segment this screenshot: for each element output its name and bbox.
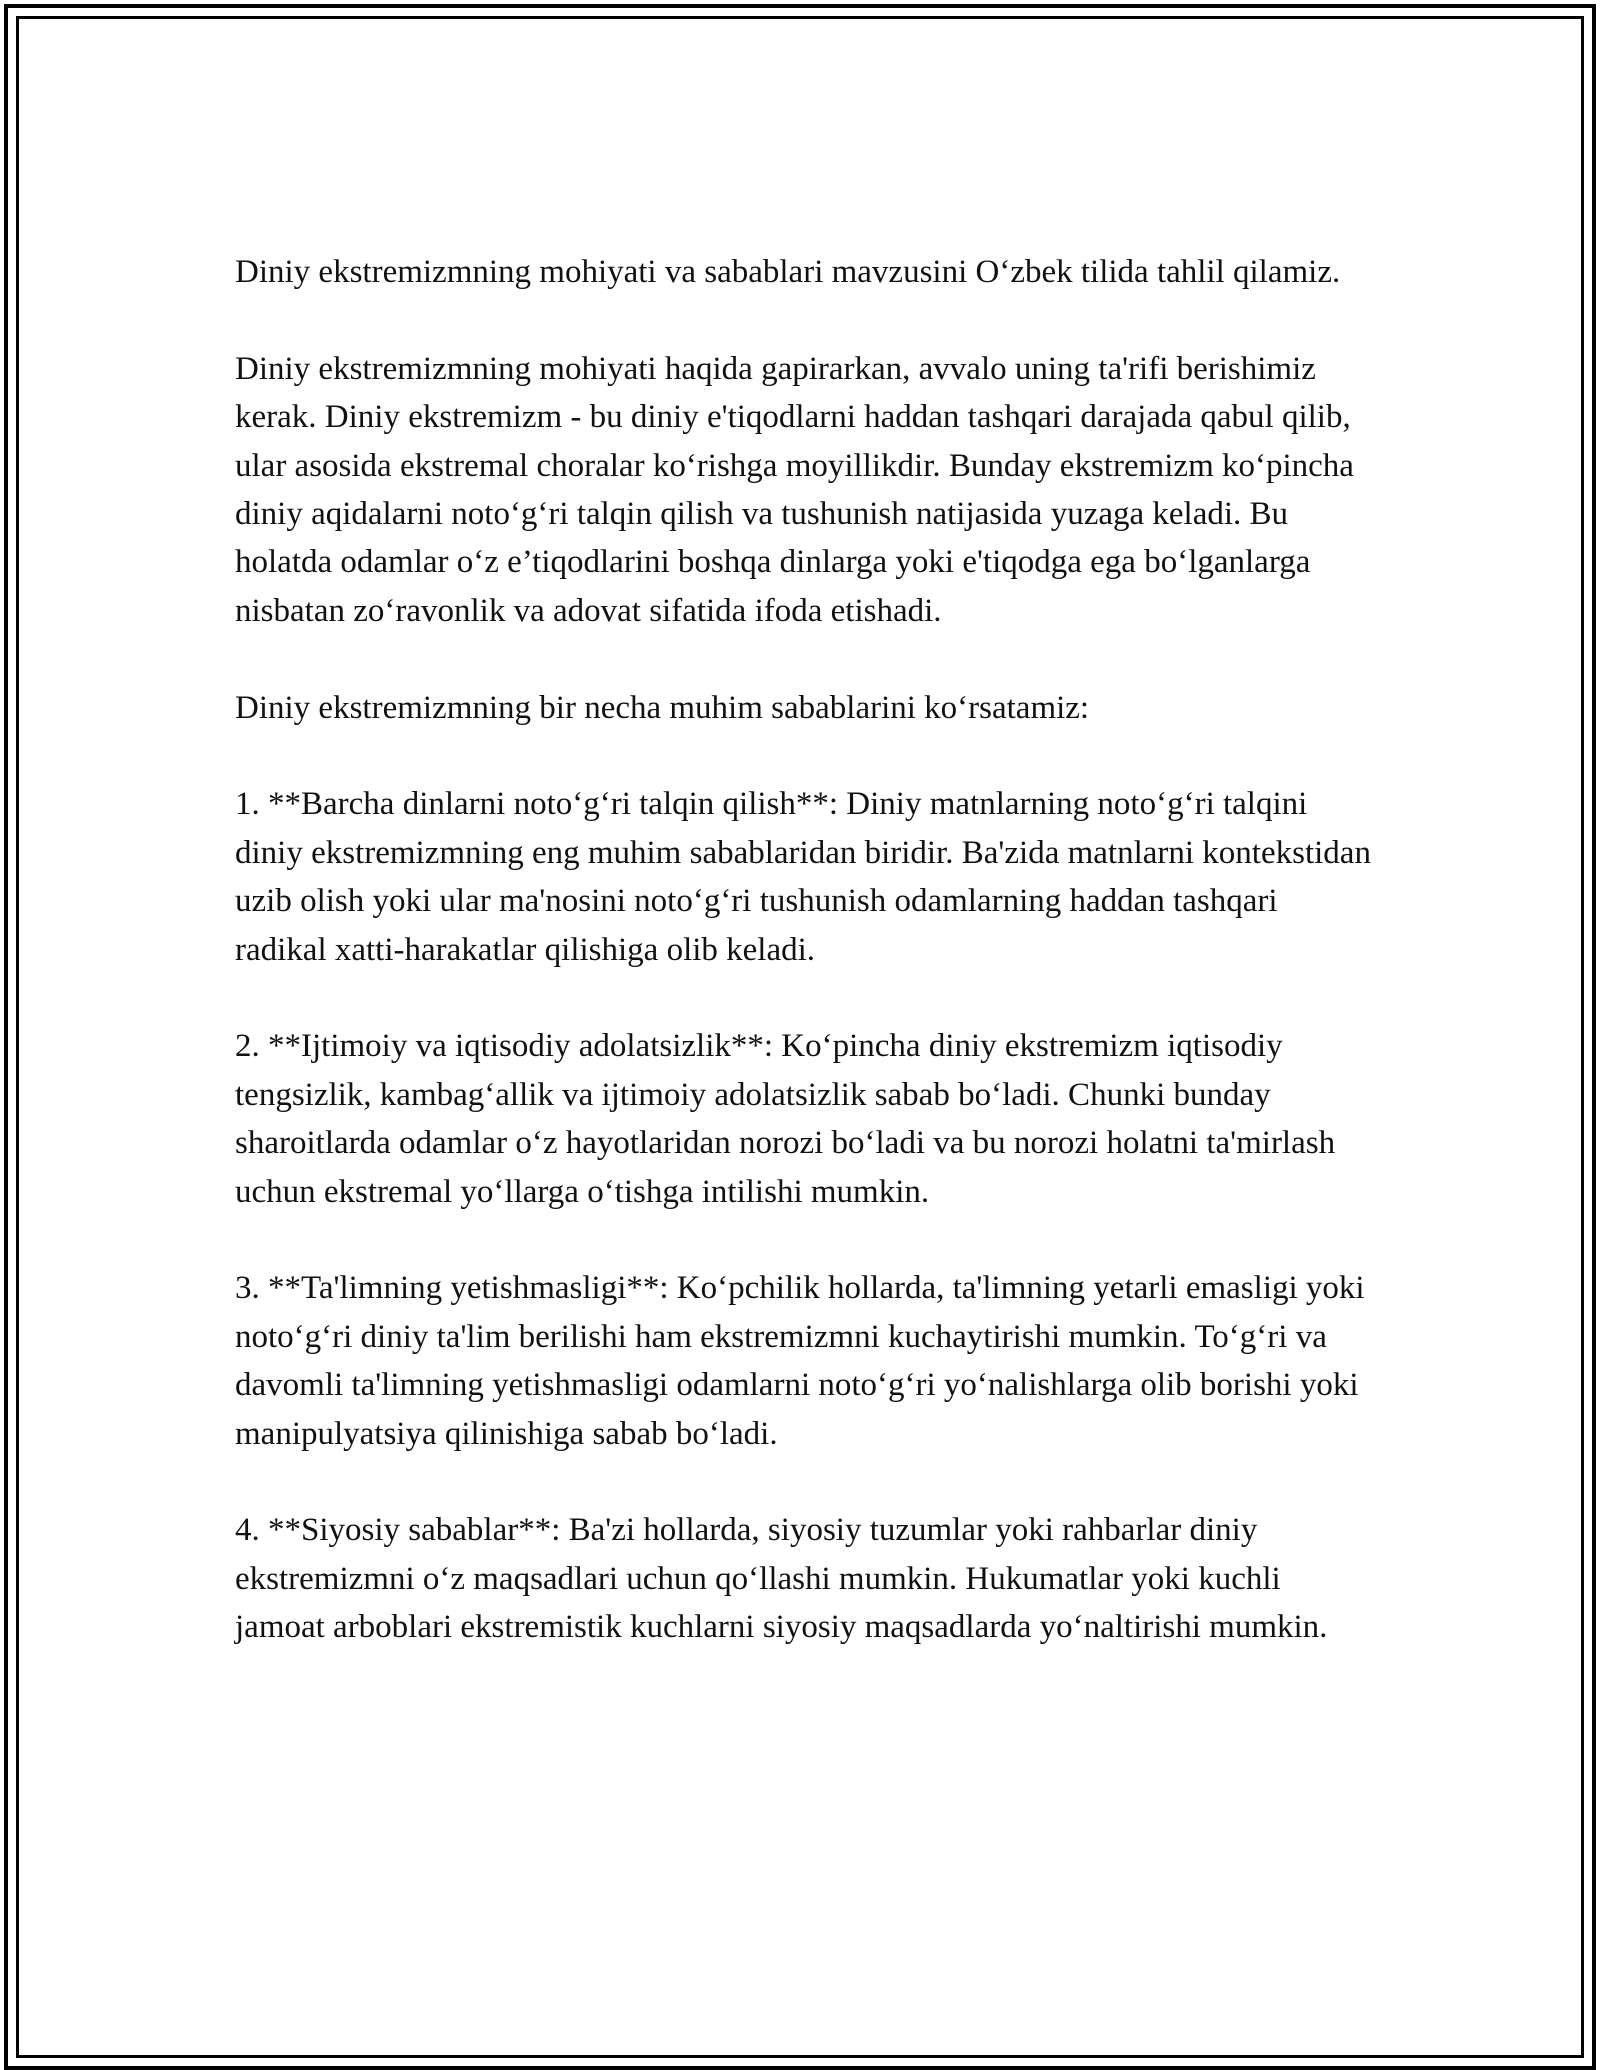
cause-item-3: 3. **Ta'limning yetishmasligi**: Ko‘pchilik hollarda, ta'limning yetarli emasligi yoki noto‘g‘ri diniy ta'lim berilishi ham ekstremizmni kuchaytirishi mumkin. To‘g‘ri va davomli ta'limning yetishmasligi odamlarni noto‘g‘ri yo‘nalishlarga olib borishi yoki manipulyatsiya qilinishiga sabab bo‘ladi. [235,1270,1365,1452]
causes-lead-paragraph: Diniy ekstremizmning bir necha muhim sabablarini ko‘rsatamiz: [235,689,1090,726]
cause-item-1: 1. **Barcha dinlarni noto‘g‘ri talqin qilish**: Diniy matnlarning noto‘g‘ri talqini diniy ekstremizmning eng muhim sabablaridan biridir. Ba'zida matnlarni kontekstidan uzib olish yoki ular ma'nosini noto‘g‘ri tushunish odamlarning haddan tashqari radikal xatti-harakatlar qilishiga olib keladi. [235,786,1371,968]
intro-paragraph: Diniy ekstremizmning mohiyati va sabablari mavzusini O‘zbek tilida tahlil qilamiz. [235,254,1341,290]
document-body [235,248,1375,1652]
cause-item-2: 2. **Ijtimoiy va iqtisodiy adolatsizlik**: Ko‘pincha diniy ekstremizm iqtisodiy tengsizlik, kambag‘allik va ijtimoiy adolatsizlik sabab bo‘ladi. Chunki bunday sharoitlarda odamlar o‘z hayotlaridan norozi bo‘ladi va bu norozi holatni ta'mirlash uchun ekstremal yo‘llarga o‘tishga intilishi mumkin. [235,1028,1336,1210]
cause-item-4: 4. **Siyosiy sabablar**: Ba'zi hollarda, siyosiy tuzumlar yoki rahbarlar diniy ekstremizmni o‘z maqsadlari uchun qo‘llashi mumkin. Hukumatlar yoki kuchli jamoat arboblari ekstremistik kuchlarni siyosiy maqsadlarda yo‘naltirishi mumkin. [235,1512,1328,1646]
definition-paragraph: Diniy ekstremizmning mohiyati haqida gapirarkan, avvalo uning ta'rifi berishimiz kerak. Diniy ekstremizm - bu diniy e'tiqodlarni haddan tashqari darajada qabul qilib, ular asosida ekstremal choralar ko‘rishga moyillikdir. Bunday ekstremizm ko‘pincha diniy aqidalarni noto‘g‘ri talqin qilish va tushunish natijasida yuzaga keladi. Bu holatda odamlar o‘z e’tiqodlarini boshqa dinlarga yoki e'tiqodga ega bo‘lganlarga nisbatan zo‘ravonlik va adovat sifatida ifoda etishadi. [235,350,1354,629]
